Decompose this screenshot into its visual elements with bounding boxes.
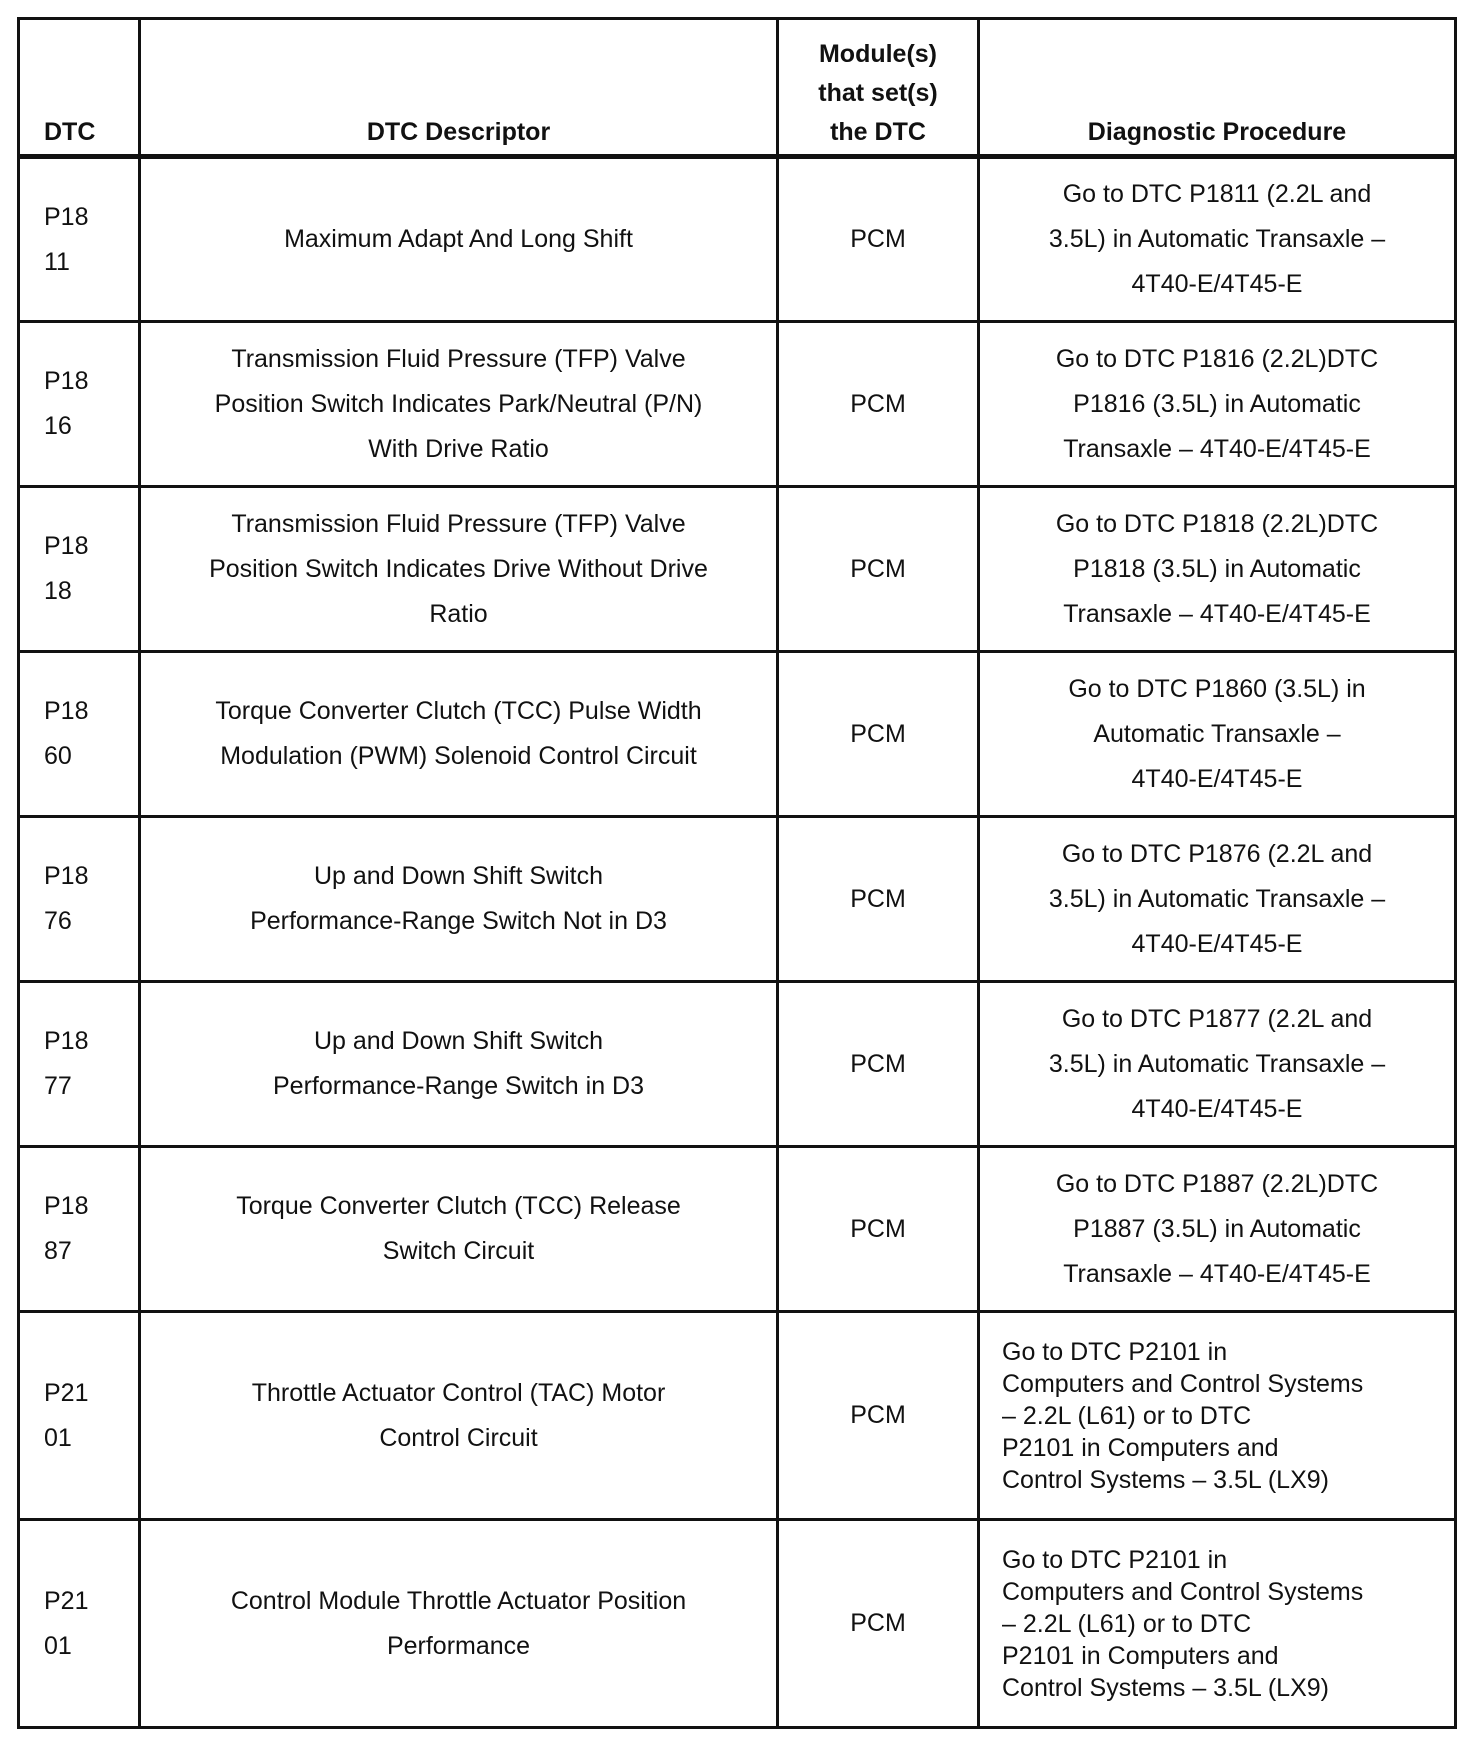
descriptor-cell: Transmission Fluid Pressure (TFP) Valve Position Switch Indicates Park/Neutral (P/N) With Drive Ratio <box>140 322 778 487</box>
module-cell: PCM <box>778 1147 979 1312</box>
table-row <box>19 982 1456 1147</box>
procedure-cell: Go to DTC P2101 in Computers and Control Systems – 2.2L (L61) or to DTC P2101 in Computers and Control Systems – 3.5L (LX9) <box>979 1312 1456 1520</box>
descriptor-cell: Torque Converter Clutch (TCC) Release Switch Circuit <box>140 1147 778 1312</box>
descriptor-cell: Maximum Adapt And Long Shift <box>140 157 778 322</box>
dtc-cell: P21 01 <box>19 1520 140 1728</box>
dtc-cell: P18 77 <box>19 982 140 1147</box>
module-cell: PCM <box>778 322 979 487</box>
procedure-cell: Go to DTC P1876 (2.2L and 3.5L) in Automatic Transaxle – 4T40-E/4T45-E <box>979 817 1456 982</box>
dtc-cell: P18 11 <box>19 157 140 322</box>
module-cell: PCM <box>778 652 979 817</box>
dtc-cell: P18 16 <box>19 322 140 487</box>
table-row <box>19 322 1456 487</box>
header-dtc: DTC <box>19 19 140 157</box>
table-row <box>19 817 1456 982</box>
module-cell: PCM <box>778 982 979 1147</box>
dtc-cell: P18 18 <box>19 487 140 652</box>
descriptor-cell: Throttle Actuator Control (TAC) Motor Control Circuit <box>140 1312 778 1520</box>
module-cell: PCM <box>778 157 979 322</box>
module-cell: PCM <box>778 1520 979 1728</box>
descriptor-cell: Up and Down Shift Switch Performance-Range Switch in D3 <box>140 982 778 1147</box>
dtc-cell: P18 87 <box>19 1147 140 1312</box>
header-row <box>19 19 1456 157</box>
dtc-cell: P18 60 <box>19 652 140 817</box>
descriptor-cell: Transmission Fluid Pressure (TFP) Valve Position Switch Indicates Drive Without Drive Ratio <box>140 487 778 652</box>
descriptor-cell: Torque Converter Clutch (TCC) Pulse Width Modulation (PWM) Solenoid Control Circuit <box>140 652 778 817</box>
table-row <box>19 487 1456 652</box>
module-cell: PCM <box>778 817 979 982</box>
header-module: Module(s) that set(s) the DTC <box>778 19 979 157</box>
procedure-cell: Go to DTC P1887 (2.2L)DTC P1887 (3.5L) in Automatic Transaxle – 4T40-E/4T45-E <box>979 1147 1456 1312</box>
procedure-cell: Go to DTC P1816 (2.2L)DTC P1816 (3.5L) in Automatic Transaxle – 4T40-E/4T45-E <box>979 322 1456 487</box>
procedure-cell: Go to DTC P1818 (2.2L)DTC P1818 (3.5L) in Automatic Transaxle – 4T40-E/4T45-E <box>979 487 1456 652</box>
table-row <box>19 652 1456 817</box>
descriptor-cell: Up and Down Shift Switch Performance-Range Switch Not in D3 <box>140 817 778 982</box>
module-cell: PCM <box>778 1312 979 1520</box>
table-row <box>19 157 1456 322</box>
procedure-cell: Go to DTC P2101 in Computers and Control Systems – 2.2L (L61) or to DTC P2101 in Computers and Control Systems – 3.5L (LX9) <box>979 1520 1456 1728</box>
header-descriptor: DTC Descriptor <box>140 19 778 157</box>
header-procedure: Diagnostic Procedure <box>979 19 1456 157</box>
dtc-table <box>17 17 1457 1729</box>
procedure-cell: Go to DTC P1811 (2.2L and 3.5L) in Automatic Transaxle – 4T40-E/4T45-E <box>979 157 1456 322</box>
module-cell: PCM <box>778 487 979 652</box>
table-row <box>19 1520 1456 1728</box>
table-row <box>19 1147 1456 1312</box>
table-row <box>19 1312 1456 1520</box>
dtc-cell: P18 76 <box>19 817 140 982</box>
procedure-cell: Go to DTC P1860 (3.5L) in Automatic Transaxle – 4T40-E/4T45-E <box>979 652 1456 817</box>
dtc-cell: P21 01 <box>19 1312 140 1520</box>
descriptor-cell: Control Module Throttle Actuator Position Performance <box>140 1520 778 1728</box>
procedure-cell: Go to DTC P1877 (2.2L and 3.5L) in Automatic Transaxle – 4T40-E/4T45-E <box>979 982 1456 1147</box>
